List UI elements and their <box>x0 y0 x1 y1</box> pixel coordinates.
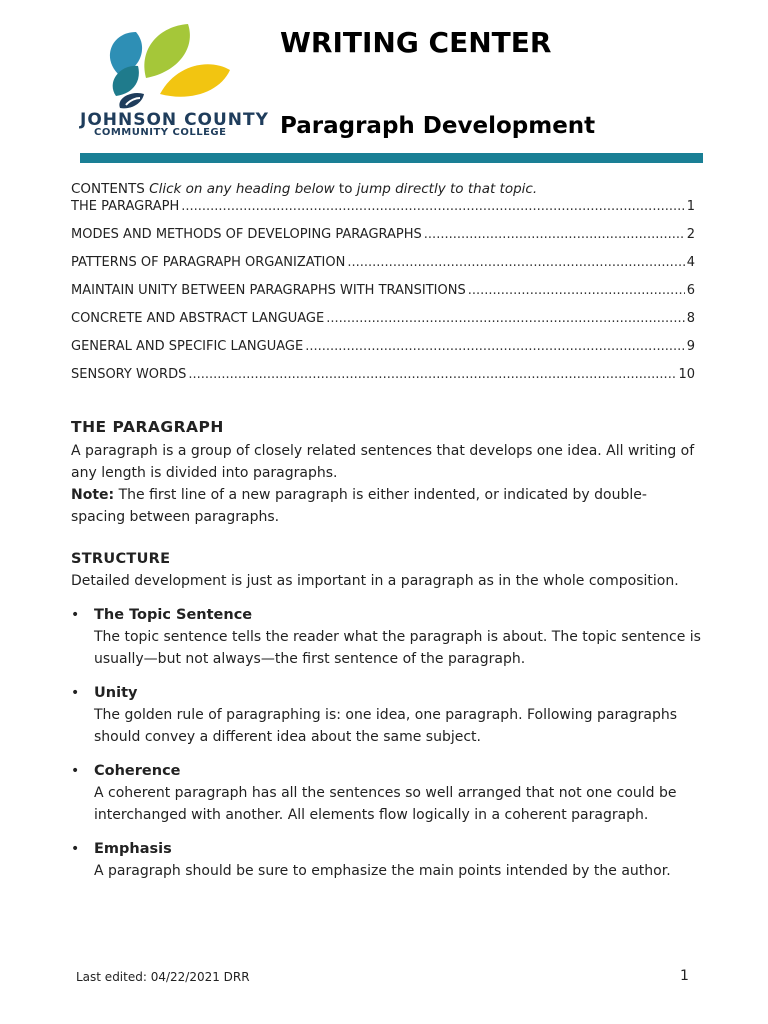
footer-last-edited: Last edited: 04/22/2021 DRR <box>76 970 250 984</box>
toc-link-unity-transitions[interactable] <box>71 283 695 311</box>
toc-page-number: 9 <box>686 339 695 354</box>
toc-page-number: 8 <box>686 311 695 326</box>
logo-text-line1: JOHNSON COUNTY <box>80 110 269 130</box>
list-item-title: Emphasis <box>94 841 172 857</box>
toc-link-label: CONCRETE AND ABSTRACT LANGUAGE <box>71 311 325 326</box>
toc-link-label: SENSORY WORDS <box>71 367 187 382</box>
page-subtitle: Paragraph Development <box>280 113 596 139</box>
toc-page-number: 1 <box>686 199 695 214</box>
toc-link-concrete-abstract[interactable] <box>71 311 695 339</box>
section-the-paragraph <box>71 416 701 894</box>
note-text: The first line of a new paragraph is either indented, or indicated by double-spacing between paragraphs. <box>71 487 647 525</box>
bullet-icon: • <box>71 685 80 701</box>
list-item-text: A paragraph should be sure to emphasize the main points intended by the author. <box>94 863 671 879</box>
bullet-icon: • <box>71 841 80 857</box>
logo-leaf-yellow <box>160 64 230 97</box>
header-rule <box>80 153 703 163</box>
toc-page-number: 10 <box>678 367 695 382</box>
toc-link-patterns[interactable] <box>71 255 695 283</box>
toc-link-modes-methods[interactable] <box>71 227 695 255</box>
toc-link-label: THE PARAGRAPH <box>71 199 180 214</box>
note-label: Note: <box>71 487 115 503</box>
list-item-title: The Topic Sentence <box>94 607 253 623</box>
list-item <box>71 682 701 748</box>
toc-leader-dots <box>468 283 685 298</box>
toc-leader-dots <box>347 255 684 270</box>
toc-link-general-specific[interactable] <box>71 339 695 367</box>
toc-link-label: GENERAL AND SPECIFIC LANGUAGE <box>71 339 304 354</box>
list-item <box>71 604 701 670</box>
toc-link-sensory-words[interactable] <box>71 367 695 395</box>
toc-link-the-paragraph[interactable] <box>71 199 695 227</box>
table-of-contents <box>71 199 695 395</box>
footer-page-number: 1 <box>680 968 689 984</box>
toc-leader-dots <box>188 367 676 382</box>
bullet-icon: • <box>71 607 80 623</box>
toc-title: CONTENTS <box>71 181 145 197</box>
list-item-text: A coherent paragraph has all the sentences so well arranged that not one could be interchanged with another. All elements flow logically in a coherent paragraph. <box>94 785 677 823</box>
toc-leader-dots <box>181 199 684 214</box>
page-title: WRITING CENTER <box>280 26 552 59</box>
list-item-text: The topic sentence tells the reader what the paragraph is about. The topic sentence is usually—but not always—the first sentence of the paragraph. <box>94 629 701 667</box>
toc-link-label: MAINTAIN UNITY BETWEEN PARAGRAPHS WITH TRANSITIONS <box>71 283 466 298</box>
toc-instruction-part2: to <box>334 181 357 197</box>
structure-text: Detailed development is just as important in a paragraph as in the whole composition. <box>71 573 679 589</box>
bullet-icon: • <box>71 763 80 779</box>
list-item <box>71 760 701 826</box>
section-heading: THE PARAGRAPH <box>71 418 224 436</box>
toc-leader-dots <box>326 311 685 326</box>
toc-link-label: MODES AND METHODS OF DEVELOPING PARAGRAPHS <box>71 227 422 242</box>
logo-leaf-green <box>144 24 190 78</box>
toc-page-number: 6 <box>686 283 695 298</box>
toc-heading <box>71 181 537 197</box>
toc-instruction-part1: Click on any heading below <box>149 181 335 197</box>
section-intro: A paragraph is a group of closely related sentences that develops one idea. All writing of any length is divided into paragraphs. <box>71 443 695 481</box>
note-paragraph <box>71 484 701 528</box>
toc-leader-dots <box>305 339 685 354</box>
toc-instruction-part3: jump directly to that topic. <box>356 181 538 197</box>
structure-heading: STRUCTURE <box>71 551 171 567</box>
list-item-title: Coherence <box>94 763 181 779</box>
list-item-text: The golden rule of paragraphing is: one idea, one paragraph. Following paragraphs should convey a different idea about the same subject. <box>94 707 678 745</box>
toc-page-number: 4 <box>686 255 695 270</box>
list-item <box>71 838 701 882</box>
logo-text-line2: COMMUNITY COLLEGE <box>94 127 227 138</box>
toc-page-number: 2 <box>686 227 695 242</box>
toc-link-label: PATTERNS OF PARAGRAPH ORGANIZATION <box>71 255 346 270</box>
list-item-title: Unity <box>94 685 138 701</box>
toc-leader-dots <box>424 227 685 242</box>
element-list <box>71 604 701 882</box>
